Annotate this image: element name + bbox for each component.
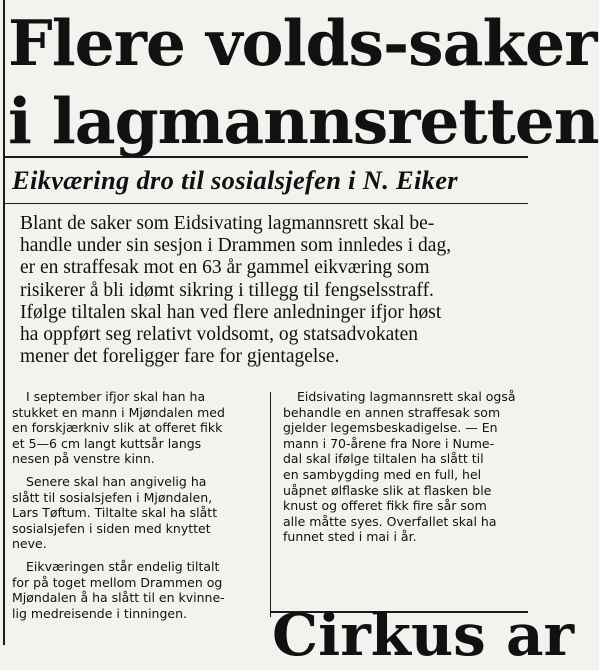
left-paragraph-1 (12, 389, 262, 467)
left-paragraph-2 (12, 474, 262, 552)
text-line: Lars Tøftum. Tiltalte skal ha slått (12, 505, 218, 521)
left-column (12, 389, 262, 628)
left-border-rule (3, 0, 5, 645)
headline-line-1: Flere volds-saker (8, 6, 597, 80)
lead-line: handle under sin sesjon i Drammen som innledes i dag, (20, 235, 452, 257)
subheadline: Eikværing dro til sosialsjefen i N. Eiker (12, 165, 458, 195)
lead-line: ha oppført seg relativt voldsomt, og statsadvokaten (20, 324, 419, 346)
text-line: funnet sted i mai i år. (283, 529, 417, 545)
lead-line: er en straffesak mot en 63 år gammel eikværing som (20, 257, 430, 279)
lead-line: Ifølge tiltalen skal han ved flere anledninger ifjor høst (20, 301, 442, 323)
headline-line-2: i lagmannsretten (8, 84, 599, 158)
text-line: sosialsjefen i siden med knyttet (12, 520, 211, 536)
right-column (283, 389, 523, 545)
lead-line: risikerer å bli idømt sikring i tillegg til fengselsstraff. (20, 279, 434, 301)
text-line: knust og offeret fikk fire sår som (283, 498, 487, 514)
text-line: Eidsivating lagmannsrett skal også (297, 389, 516, 404)
text-line: Senere skal han angivelig ha (26, 473, 207, 489)
text-line: uåpnet ølflaske slik at flasken ble (283, 482, 492, 498)
text-line: slått til sosialsjefen i Mjøndalen, (12, 489, 213, 505)
lead-line: Blant de saker som Eidsivating lagmannsrett skal be- (20, 213, 435, 234)
text-line: behandle en annen straffesak som (283, 404, 501, 420)
text-line: en sambygding med en full, hel (283, 466, 482, 482)
text-line: neve. (12, 536, 47, 552)
text-line: dal skal ifølge tiltalen ha slått til (283, 451, 484, 467)
text-line: stukket en mann i Mjøndalen med (12, 404, 225, 420)
lead-paragraph (20, 213, 520, 368)
text-line: Eikværingen står endelig tiltalt (26, 558, 220, 574)
headline (8, 4, 599, 160)
text-line: et 5—6 cm langt kuttsår langs (12, 435, 202, 451)
text-line: en forskjærkniv slik at offeret fikk (12, 420, 223, 436)
text-line: mann i 70-årene fra Nore i Nume- (283, 435, 495, 451)
text-line: gjelder legemsbeskadigelse. — En (283, 420, 498, 436)
subhead-bottom-rule (3, 203, 528, 204)
next-article-headline: Cirkus ar (272, 601, 575, 669)
column-divider-rule (270, 392, 271, 617)
text-line: lig medreisende i tinningen. (12, 605, 187, 621)
text-line: I september ifjor skal han ha (26, 389, 206, 404)
text-line: alle måtte syes. Overfallet skal ha (283, 513, 497, 529)
left-paragraph-3 (12, 559, 262, 621)
text-line: Mjøndalen å ha slått til en kvinne- (12, 590, 225, 606)
text-line: nesen på venstre kinn. (12, 451, 155, 467)
lead-line: mener det foreligger fare for gjentagelse. (20, 346, 340, 368)
text-line: for på toget mellom Drammen og (12, 574, 223, 590)
